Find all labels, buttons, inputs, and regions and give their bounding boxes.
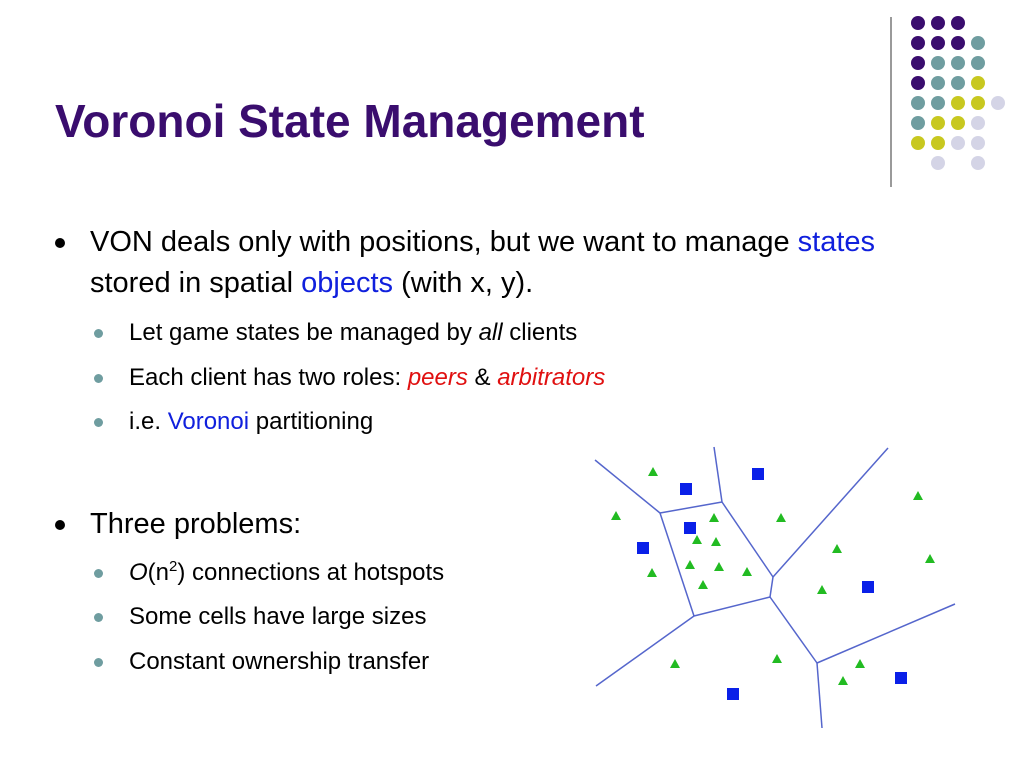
arbitrator-square: [637, 542, 649, 554]
bullet-dot: [55, 238, 65, 248]
decorative-dot: [971, 156, 985, 170]
peer-triangle: [647, 568, 657, 577]
peer-triangle: [648, 467, 658, 476]
bullet-text-part: stored in spatial: [90, 267, 302, 299]
decorative-dot-grid: [900, 12, 1020, 172]
arbitrators-term: arbitrators: [497, 364, 606, 391]
arbitrator-square: [752, 468, 764, 480]
sub-bullet-dot: [94, 658, 103, 667]
decorative-dot: [931, 16, 945, 30]
sub-bullet-text: Each client has two roles:: [129, 364, 408, 391]
decorative-dot: [951, 96, 965, 110]
peer-triangle: [776, 513, 786, 522]
peer-triangle: [714, 562, 724, 571]
objects-term: objects: [301, 267, 394, 299]
decorative-dot: [931, 96, 945, 110]
superscript-2: 2: [169, 558, 178, 575]
voronoi-edge: [595, 460, 660, 513]
sub-bullet-text: Let game states be managed by: [129, 319, 479, 346]
decorative-dot: [911, 136, 925, 150]
decorative-dot: [951, 76, 965, 90]
decorative-dot: [971, 136, 985, 150]
voronoi-edge: [817, 663, 822, 728]
title-divider-line: [890, 17, 892, 187]
peer-triangle: [838, 676, 848, 685]
sub-bullet-dot: [94, 374, 103, 383]
voronoi-edge: [770, 577, 773, 597]
peer-triangle: [711, 537, 721, 546]
arbitrator-square: [680, 483, 692, 495]
peer-triangle: [772, 654, 782, 663]
all-emphasis: all: [478, 319, 503, 346]
sub-bullet-dot: [94, 418, 103, 427]
voronoi-edge: [817, 604, 955, 663]
peer-triangle: [611, 511, 621, 520]
peer-triangle: [742, 567, 752, 576]
voronoi-edge: [722, 502, 773, 577]
decorative-dot: [971, 116, 985, 130]
decorative-dot: [931, 156, 945, 170]
voronoi-term: Voronoi: [167, 408, 250, 435]
peer-triangle: [670, 659, 680, 668]
decorative-dot: [971, 96, 985, 110]
decorative-dot: [911, 56, 925, 70]
peer-triangle: [685, 560, 695, 569]
sub-bullet-dot: [94, 569, 103, 578]
states-term: states: [797, 226, 876, 258]
bullet-text: Three problems:: [90, 508, 302, 540]
decorative-dot: [971, 76, 985, 90]
decorative-dot: [911, 96, 925, 110]
peer-triangle: [692, 535, 702, 544]
voronoi-edge: [770, 597, 817, 663]
peer-triangle: [855, 659, 865, 668]
decorative-dot: [911, 16, 925, 30]
peer-triangle: [698, 580, 708, 589]
ampersand: &: [467, 364, 498, 391]
sub-bullet-text: Constant ownership transfer: [129, 648, 430, 675]
decorative-dot: [971, 36, 985, 50]
peers-term: peers: [407, 364, 468, 391]
bullet-text: [90, 222, 910, 304]
peer-triangle: [925, 554, 935, 563]
voronoi-diagram: [580, 440, 980, 740]
peer-triangle: [913, 491, 923, 500]
decorative-dot: [951, 56, 965, 70]
decorative-dot: [951, 116, 965, 130]
big-o: O: [129, 559, 148, 586]
decorative-dot: [971, 56, 985, 70]
arbitrator-square: [895, 672, 907, 684]
sub-bullet-dot: [94, 613, 103, 622]
decorative-dot: [931, 36, 945, 50]
sub-bullet-text: ) connections at hotspots: [177, 559, 445, 586]
dot-grid-graphic: [900, 12, 1020, 172]
voronoi-edge: [714, 447, 722, 502]
bullet-text-part: (with x, y).: [393, 267, 534, 299]
decorative-dot: [991, 96, 1005, 110]
peer-triangle: [709, 513, 719, 522]
sub-bullet-text: Some cells have large sizes: [129, 603, 427, 630]
sub-bullet-text: clients: [502, 319, 578, 346]
bullet-text-part: VON deals only with positions, but we want to manage: [90, 226, 798, 258]
decorative-dot: [931, 136, 945, 150]
arbitrator-square: [727, 688, 739, 700]
slide-title: Voronoi State Management: [55, 95, 645, 147]
decorative-dot: [951, 36, 965, 50]
sub-bullet-text: i.e.: [129, 408, 168, 435]
decorative-dot: [951, 136, 965, 150]
voronoi-edge: [773, 448, 888, 577]
sub-bullet-text: (n: [147, 559, 170, 586]
voronoi-edge: [596, 616, 694, 686]
voronoi-edge: [660, 502, 722, 513]
arbitrator-square: [684, 522, 696, 534]
peer-triangle: [817, 585, 827, 594]
sub-bullet-dot: [94, 329, 103, 338]
decorative-dot: [931, 76, 945, 90]
decorative-dot: [931, 116, 945, 130]
decorative-dot: [911, 36, 925, 50]
decorative-dot: [911, 116, 925, 130]
arbitrator-square: [862, 581, 874, 593]
bullet-dot: [55, 520, 65, 530]
decorative-dot: [911, 76, 925, 90]
voronoi-edge: [694, 597, 770, 616]
decorative-dot: [931, 56, 945, 70]
decorative-dot: [951, 16, 965, 30]
sub-bullet-text: partitioning: [249, 408, 374, 435]
peer-triangle: [832, 544, 842, 553]
